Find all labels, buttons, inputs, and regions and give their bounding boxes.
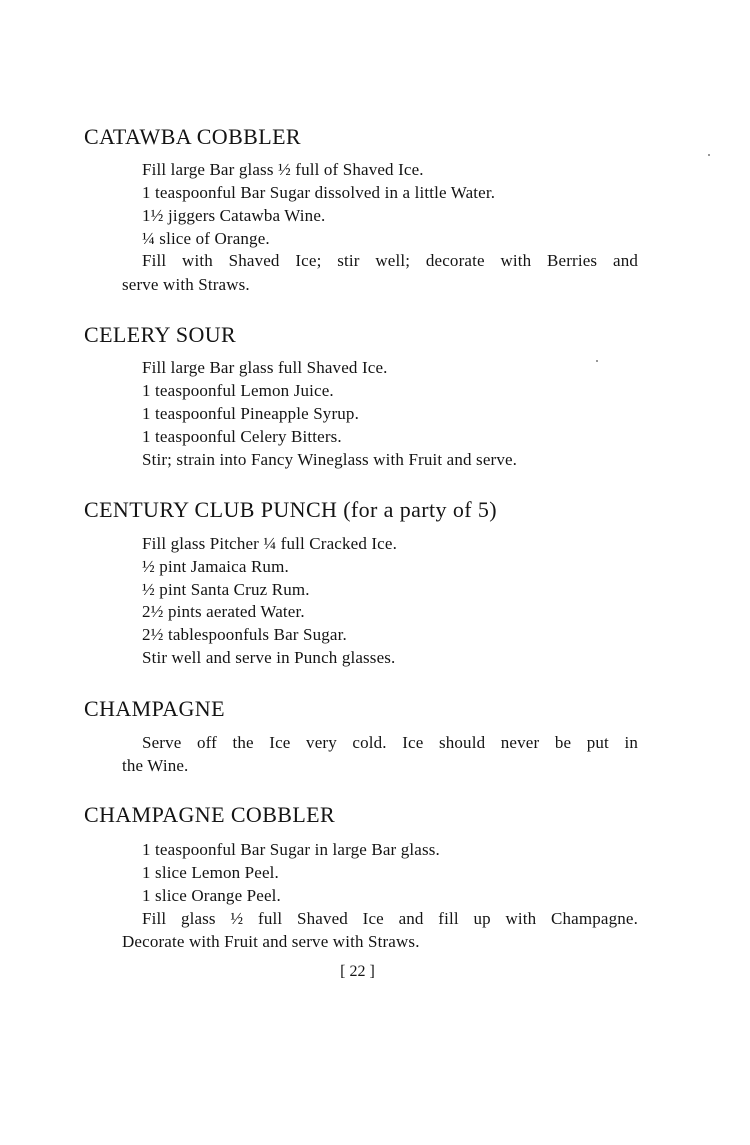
recipe-title: CHAMPAGNE (84, 696, 225, 721)
recipe-line: ¼ slice of Orange. (142, 229, 270, 248)
recipe-line: Serve off the Ice very cold. Ice should never be put in (142, 733, 638, 752)
recipe-line: Decorate with Fruit and serve with Straws. (122, 932, 420, 951)
recipe-title: CHAMPAGNE COBBLER (84, 802, 336, 827)
recipe-line: 1 teaspoonful Bar Sugar in large Bar glass. (142, 840, 440, 859)
recipe-line: Fill with Shaved Ice; stir well; decorate with Berries and (142, 251, 638, 270)
scan-speck (708, 154, 710, 156)
recipe-line: 1 slice Lemon Peel. (142, 863, 279, 882)
recipe-line: 1 slice Orange Peel. (142, 886, 281, 905)
recipe-line: Fill glass Pitcher ¼ full Cracked Ice. (142, 534, 397, 553)
recipe-line: 2½ pints aerated Water. (142, 602, 305, 621)
recipe-line: 1 teaspoonful Celery Bitters. (142, 427, 342, 446)
recipe-line: 1 teaspoonful Lemon Juice. (142, 381, 334, 400)
recipe-line: 1 teaspoonful Bar Sugar dissolved in a little Water. (142, 183, 496, 202)
recipe-line: 1 teaspoonful Pineapple Syrup. (142, 404, 359, 423)
recipe-line: ½ pint Santa Cruz Rum. (142, 580, 310, 599)
recipe-line: 2½ tablespoonfuls Bar Sugar. (142, 625, 347, 644)
recipe-line: Fill glass ½ full Shaved Ice and fill up with Champagne. (142, 909, 638, 928)
recipe-line: Stir well and serve in Punch glasses. (142, 648, 396, 667)
recipe-line: Stir; strain into Fancy Wineglass with Fruit and serve. (142, 450, 518, 469)
recipe-line: the Wine. (122, 756, 189, 775)
scan-speck (596, 360, 598, 362)
recipe-line: ½ pint Jamaica Rum. (142, 557, 289, 576)
recipe-line: Fill large Bar glass ½ full of Shaved Ice. (142, 160, 424, 179)
recipe-title: CATAWBA COBBLER (84, 124, 301, 149)
page-number: [ 22 ] (340, 963, 375, 980)
recipe-title: CENTURY CLUB PUNCH (for a party of 5) (84, 497, 498, 522)
recipe-line: serve with Straws. (122, 275, 250, 294)
recipe-title: CELERY SOUR (84, 322, 237, 347)
recipe-line: Fill large Bar glass full Shaved Ice. (142, 358, 388, 377)
recipe-line: 1½ jiggers Catawba Wine. (142, 206, 326, 225)
